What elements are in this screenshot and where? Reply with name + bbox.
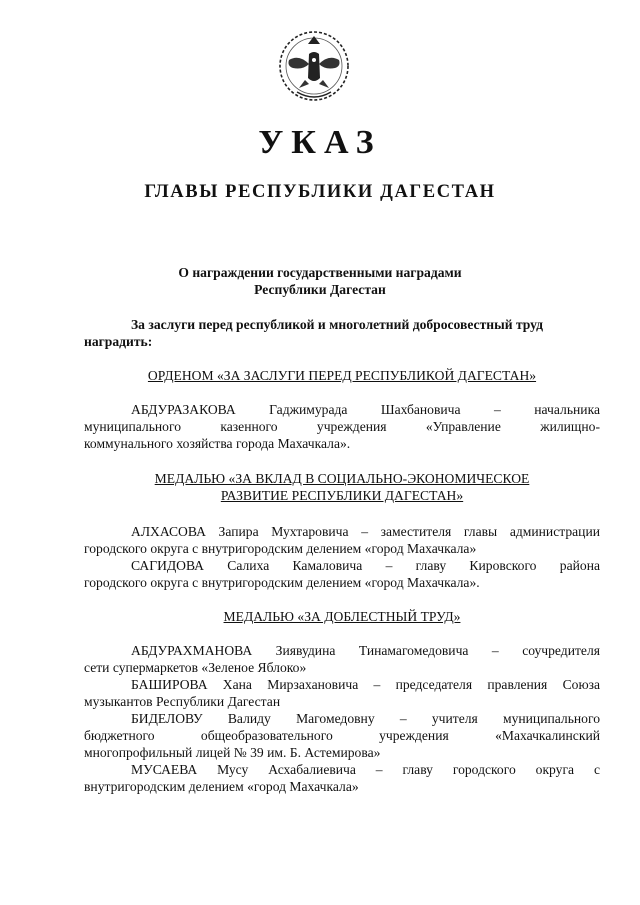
intro-line-2: наградить:	[84, 334, 153, 349]
document-title: УКАЗ	[258, 124, 382, 161]
paragraph-line: БАШИРОВА Хана Мирзахановича – председателя правления Союза	[131, 677, 600, 692]
award-paragraph	[84, 401, 600, 452]
intro-line-1: За заслуги перед республикой и многолетний добросовестный труд	[131, 317, 543, 332]
topic-line-2: Республики Дагестан	[254, 282, 386, 297]
award-heading-medal-labor	[84, 608, 600, 625]
award-heading-text: МЕДАЛЬЮ «ЗА ВКЛАД В СОЦИАЛЬНО-ЭКОНОМИЧЕСКОЕ	[154, 471, 530, 486]
paragraph-line: сети супермаркетов «Зеленое Яблоко»	[84, 660, 307, 675]
award-heading-medal-contribution	[84, 470, 600, 504]
paragraph-line: коммунального хозяйства города Махачкала».	[84, 436, 351, 451]
award-heading-text: МЕДАЛЬЮ «ЗА ДОБЛЕСТНЫЙ ТРУД»	[223, 609, 461, 624]
paragraph-line: САГИДОВА Салиха Камаловича – главу Кировского района	[131, 558, 600, 573]
paragraph-line: АБДУРАЗАКОВА Гаджимурада Шахбановича – начальника	[131, 402, 600, 417]
paragraph-line: городского округа с внутригородским делением «город Махачкала»	[84, 541, 477, 556]
award-heading-order	[84, 367, 600, 384]
paragraph-line: АБДУРАХМАНОВА Зиявудина Тинамагомедовича – соучредителя	[131, 643, 600, 658]
paragraph-line: музыкантов Республики Дагестан	[84, 694, 281, 709]
paragraph-line: внутригородским делением «город Махачкала»	[84, 779, 359, 794]
award-paragraph	[84, 642, 600, 795]
paragraph-line: МУСАЕВА Мусу Асхабалиевича – главу городского округа с	[131, 762, 600, 777]
paragraph-line: БИДЕЛОВУ Валиду Магомедовну – учителя муниципального	[131, 711, 600, 726]
document-subtitle: ГЛАВЫ РЕСПУБЛИКИ ДАГЕСТАН	[144, 182, 496, 202]
award-paragraph	[84, 523, 600, 591]
topic-line-1: О награждении государственными наградами	[178, 265, 462, 280]
award-heading-text: ОРДЕНОМ «ЗА ЗАСЛУГИ ПЕРЕД РЕСПУБЛИКОЙ ДАГЕСТАН»	[147, 368, 537, 383]
award-heading-text: РАЗВИТИЕ РЕСПУБЛИКИ ДАГЕСТАН»	[220, 488, 464, 503]
paragraph-line: многопрофильный лицей № 39 им. Б. Астемирова»	[84, 745, 381, 760]
decree-intro	[84, 316, 600, 350]
paragraph-line: муниципального казенного учреждения «Управление жилищно-	[84, 419, 600, 434]
decree-topic	[0, 264, 640, 298]
paragraph-line: городского округа с внутригородским делением «город Махачкала».	[84, 575, 480, 590]
paragraph-line: бюджетного общеобразовательного учреждения «Махачкалинский	[84, 728, 600, 743]
coat-of-arms-icon	[275, 26, 353, 106]
paragraph-line: АЛХАСОВА Запира Мухтаровича – заместителя главы администрации	[131, 524, 600, 539]
